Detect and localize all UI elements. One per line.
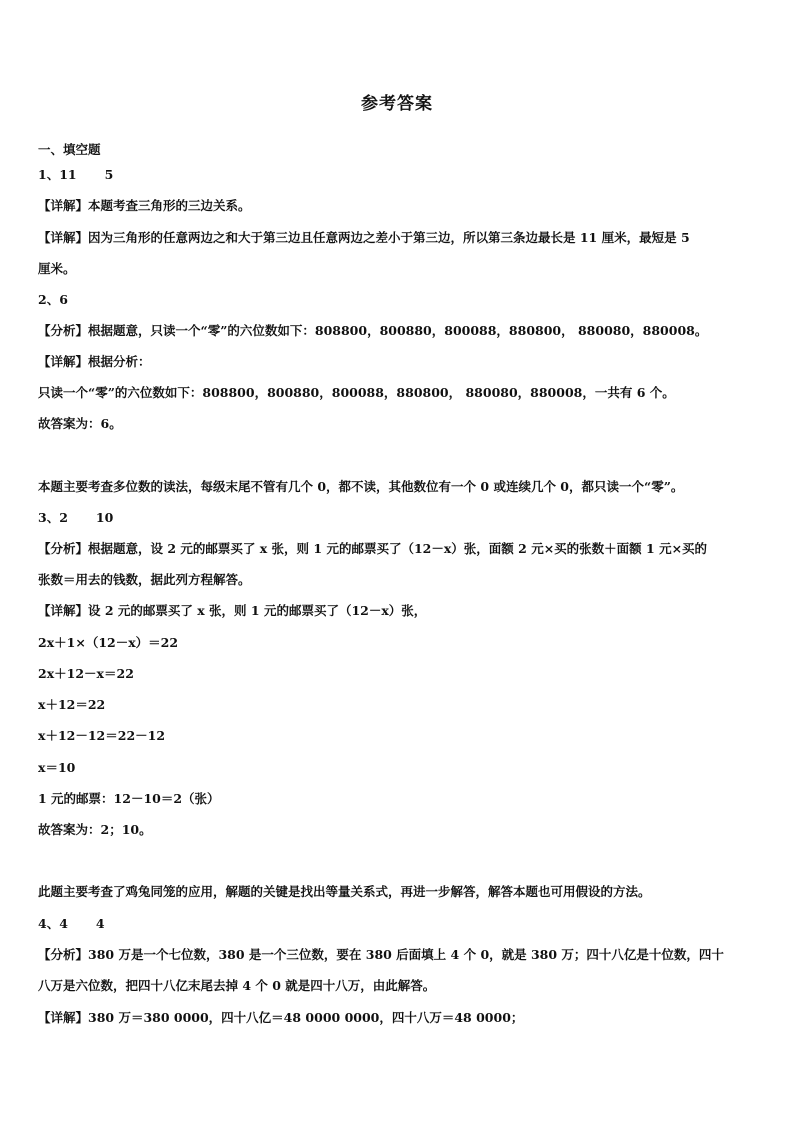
q3-equation-2: 2x＋12－x＝22 <box>38 666 134 681</box>
q4-answer-2: 4 <box>95 916 105 931</box>
q4-answer-line <box>38 916 760 932</box>
q3-analysis-a: 【分析】根据题意，设 2 元的邮票买了 x 张，则 1 元的邮票买了（12－x）张，面额 2 元×买的张数＋面额 1 元×买的 <box>38 541 708 556</box>
q1-detail-2b: 厘米。 <box>38 261 76 276</box>
q3-answer-2: 10 <box>95 510 114 525</box>
q2-detail-head: 【详解】根据分析： <box>38 354 151 369</box>
q4-analysis-a: 【分析】380 万是一个七位数，380 是一个三位数，要在 380 后面填上 4 个 0，就是 380 万；四十八亿是十位数，四十 <box>38 947 724 962</box>
q2-analysis: 【分析】根据题意，只读一个“零”的六位数如下：808800，800880，800088，880800， 880080，880008。 <box>38 323 708 338</box>
q4-analysis-b: 八万是六位数，把四十八亿末尾去掉 4 个 0 就是四十八万，由此解答。 <box>38 978 436 993</box>
q2-final-answer: 故答案为：6。 <box>38 416 122 431</box>
q1-number: 1、11 <box>38 167 77 182</box>
q4-number: 4、4 <box>38 916 68 931</box>
q3-equation-6: 1 元的邮票：12－10＝2（张） <box>38 791 220 806</box>
q4-detail: 【详解】380 万＝380 0000，四十八亿＝48 0000 0000，四十八万＝48 0000； <box>38 1010 524 1025</box>
q3-answer-line <box>38 510 760 526</box>
q3-analysis-b: 张数＝用去的钱数，据此列方程解答。 <box>38 572 251 587</box>
q2-summary: 本题主要考查多位数的读法，每级末尾不管有几个 0，都不读，其他数位有一个 0 或连续几个 0，都只读一个“零”。 <box>38 479 684 494</box>
section-heading: 一、填空题 <box>38 142 101 157</box>
q1-detail-1: 【详解】本题考查三角形的三边关系。 <box>38 198 251 213</box>
q3-summary: 此题主要考查了鸡兔同笼的应用，解题的关键是找出等量关系式，再进一步解答，解答本题也可用假设的方法。 <box>38 884 651 899</box>
q3-number: 3、2 <box>38 510 68 525</box>
q3-final-answer: 故答案为：2；10。 <box>38 822 152 837</box>
q1-detail-2a: 【详解】因为三角形的任意两边之和大于第三边且任意两边之差小于第三边，所以第三条边最长是 11 厘米，最短是 5 <box>38 230 690 245</box>
q2-answer-line: 2、6 <box>38 292 68 307</box>
page-title: 参考答案 <box>361 94 433 114</box>
q1-answer-line <box>38 167 760 183</box>
q3-detail: 【详解】设 2 元的邮票买了 x 张，则 1 元的邮票买了（12－x）张， <box>38 603 427 618</box>
q3-equation-3: x＋12＝22 <box>38 697 106 712</box>
q1-answer-2: 5 <box>104 167 114 182</box>
q3-equation-1: 2x＋1×（12－x）＝22 <box>38 635 179 650</box>
q3-equation-4: x＋12－12＝22－12 <box>38 728 166 743</box>
q3-equation-5: x＝10 <box>38 760 76 775</box>
q2-detail-body: 只读一个“零”的六位数如下：808800，800880，800088，880800， 880080，880008，一共有 6 个。 <box>38 385 675 400</box>
